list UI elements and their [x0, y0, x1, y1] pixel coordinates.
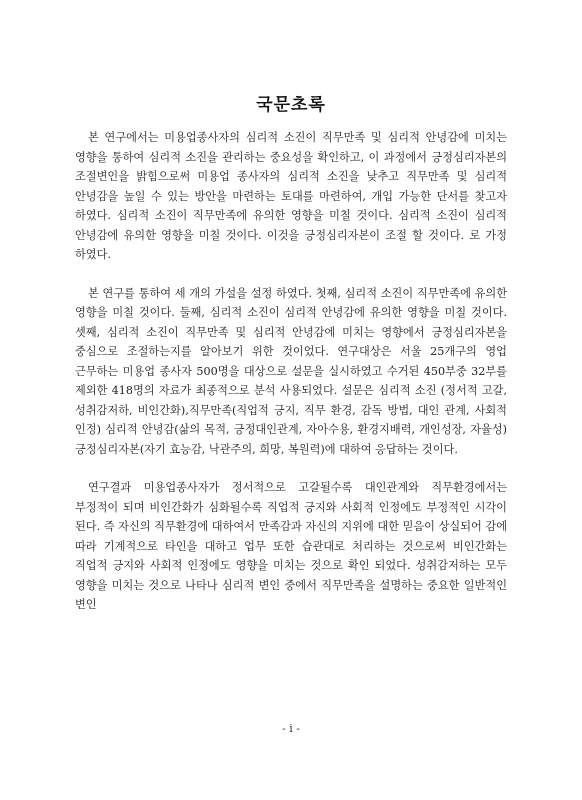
paragraph-spacer: [75, 459, 507, 478]
abstract-paragraph-3: 연구결과 미용업종사자가 정서적으로 고갈될수록 대인관계와 직무환경에서는 부정적이 되며 비인간화가 심화될수록 직업적 긍지와 사회적 인정에도 부정적인 시각이 된다. 즉 자신의 직무환경에 대하여서 만족감과 자신의 지위에 대한 믿음이 상실되어 감에 따라 기계적으로 타인을 대하고 업무 또한 습관대로 처리하는 것으로써 비인간화는 직업적 긍지와 사회적 인정에도 영향을 미치는 것으로 확인 되었다. 성취감저하는 모두 영향을 미치는 것으로 나타나 심리적 변인 중에서 직무만족을 설명하는 중요한 일반적인 변인: [75, 481, 507, 611]
abstract-paragraph-2: 본 연구를 통하여 세 개의 가설을 설정 하였다. 첫째, 심리적 소진이 직무만족에 유의한 영향을 미칠 것이다. 둘째, 심리적 소진이 심리적 안녕감에 유의한 영향을 미칠 것이다. 셋째, 심리적 소진이 직무만족 및 심리적 안녕감에 미치는 영향에서 긍정심리자본을 중심으로 조절하는지를 알아보기 위한 것이었다. 연구대상은 서울 25개구의 영업 근무하는 미용업 종사자 500명을 대상으로 설문을 실시하였고 수거된 450부중 32부를 제외한 418명의 자료가 최종적으로 분석 사용되었다. 설문은 심리적 소진 (정서적 고갈, 성취감저하, 비인간화),직무만족(직업적 긍지, 직무 환경, 감독 방법, 대인 관계, 사회적 인정) 심리적 안녕감(삶의 목적, 긍정대인관계, 자아수용, 환경지배력, 개인성장, 자율성) 긍정심리자본(자기 효능감, 낙관주의, 희망, 복원력)에 대하여 응답하는 것이다.: [75, 286, 507, 456]
page-title: 국문초록: [256, 95, 326, 115]
page-number: - i -: [282, 722, 300, 735]
paragraph-spacer: [75, 265, 507, 284]
abstract-paragraph-1: 본 연구에서는 미용업종사자의 심리적 소진이 직무만족 및 심리적 안녕감에 미치는 영향을 통하여 심리적 소진을 관리하는 중요성을 확인하고, 이 과정에서 긍정심리자본의 조절변인을 밝힘으로써 미용업 종사자의 심리적 소진을 낮추고 직무만족 및 심리적 안녕감을 높일 수 있는 방안을 마련하는 토대를 마련하여, 개입 가능한 단서를 찾고자 하였다. 심리적 소진이 직무만족에 유의한 영향을 미칠 것이다. 심리적 소진이 심리적 안녕감에 유의한 영향을 미칠 것이다. 이것을 긍정심리자본이 조절 할 것이다. 로 가정 하였다.: [75, 131, 507, 261]
abstract-body: [75, 128, 507, 615]
